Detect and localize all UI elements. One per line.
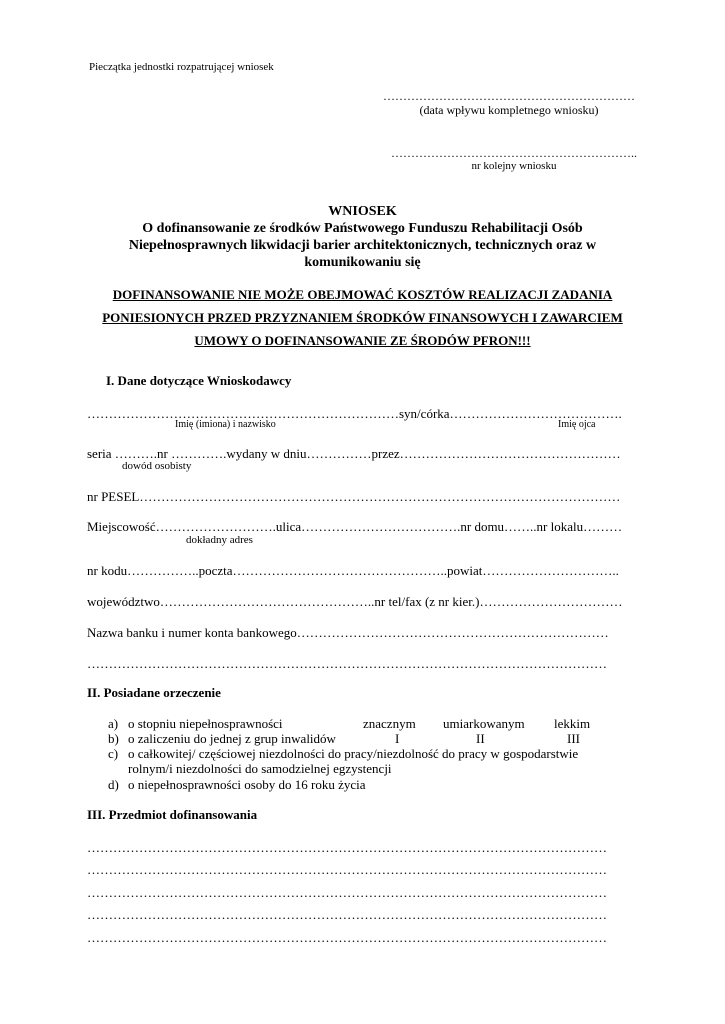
number-label: nr kolejny wniosku	[471, 160, 557, 172]
section-1-heading: I. Dane dotyczące Wnioskodawcy	[106, 373, 292, 388]
postal-field[interactable]: nr kodu……………..poczta…………………………………………..powiat…………………………..	[87, 563, 619, 578]
item-d-marker: d)	[108, 777, 119, 792]
date-label: (data wpływu kompletnego wniosku)	[419, 103, 599, 117]
item-a-marker: a)	[108, 716, 119, 731]
warning-line-1: DOFINANSOWANIE NIE MOŻE OBEJMOWAĆ KOSZTÓW REALIZACJI ZADANIA	[112, 287, 613, 302]
item-b-text: o zaliczeniu do jednej z grup inwalidów	[128, 731, 336, 746]
id-document-field[interactable]: seria ……….nr ………….wydany w dniu……………przez……………………………………………	[87, 446, 621, 461]
stamp-label: Pieczątka jednostki rozpatrującej wniosek	[89, 61, 274, 73]
option-mild[interactable]: lekkim	[554, 716, 591, 731]
title-line-2: O dofinansowanie ze środków Państwowego Funduszu Rehabilitacji Osób	[142, 221, 583, 236]
number-dots[interactable]: ……………………………………………………..	[391, 146, 637, 160]
subject-line-4[interactable]: …………………………………………………………………………………………………………	[87, 907, 607, 922]
subject-line-3[interactable]: …………………………………………………………………………………………………………	[87, 885, 607, 900]
name-field[interactable]: ………………………………………………………………syn/córka………………………………….	[87, 406, 622, 421]
title-line-4: komunikowaniu się	[304, 255, 421, 270]
section-2-heading: II. Posiadane orzeczenie	[87, 685, 221, 700]
subject-line-5[interactable]: …………………………………………………………………………………………………………	[87, 930, 607, 945]
subject-line-2[interactable]: …………………………………………………………………………………………………………	[87, 862, 607, 877]
option-group-1[interactable]: I	[395, 731, 400, 746]
title-main: WNIOSEK	[328, 204, 397, 219]
option-group-2[interactable]: II	[476, 731, 485, 746]
item-c-marker: c)	[108, 746, 119, 761]
section-3-heading: III. Przedmiot dofinansowania	[87, 807, 258, 822]
option-severe[interactable]: znacznym	[363, 716, 416, 731]
bank-account-field[interactable]: Nazwa banku i numer konta bankowego………………………………………………………………	[87, 625, 609, 640]
name-hint: Imię (imiona) i nazwisko	[175, 419, 276, 430]
item-c-text-continued: rolnym/i niezdolności do samodzielnej egzystencji	[128, 761, 392, 776]
item-d-text[interactable]: o niepełnosprawności osoby do 16 roku życia	[128, 777, 366, 792]
item-a-text: o stopniu niepełnosprawności	[128, 716, 283, 731]
address-hint: dokładny adres	[186, 534, 253, 546]
father-name-hint: Imię ojca	[558, 419, 596, 430]
date-dots[interactable]: ………………………………………………………	[383, 89, 635, 103]
province-phone-field[interactable]: województwo…………………………………………..nr tel/fax (z nr kier.)……………………………	[87, 594, 623, 609]
pesel-field[interactable]: nr PESEL…………………………………………………………………………………………………	[87, 489, 621, 504]
warning-line-2: PONIESIONYCH PRZED PRZYZNANIEM ŚRODKÓW FINANSOWYCH I ZAWARCIEM	[102, 310, 623, 325]
title-line-3: Niepełnosprawnych likwidacji barier architektonicznych, technicznych oraz w	[128, 238, 597, 253]
option-group-3[interactable]: III	[567, 731, 580, 746]
warning-line-3: UMOWY O DOFINANSOWANIE ZE ŚRODÓW PFRON!!!	[194, 333, 531, 348]
address-field[interactable]: Miejscowość……………………….ulica……………………………….nr domu……..nr lokalu………	[87, 519, 623, 534]
id-document-hint: dowód osobisty	[122, 460, 192, 472]
option-moderate[interactable]: umiarkowanym	[443, 716, 525, 731]
bank-account-extra-field[interactable]: …………………………………………………………………………………………………………	[87, 656, 607, 671]
subject-line-1[interactable]: …………………………………………………………………………………………………………	[87, 840, 607, 855]
item-c-text[interactable]: o całkowitej/ częściowej niezdolności do pracy/niezdolność do pracy w gospodarstwie	[128, 746, 579, 761]
item-b-marker: b)	[108, 731, 119, 746]
